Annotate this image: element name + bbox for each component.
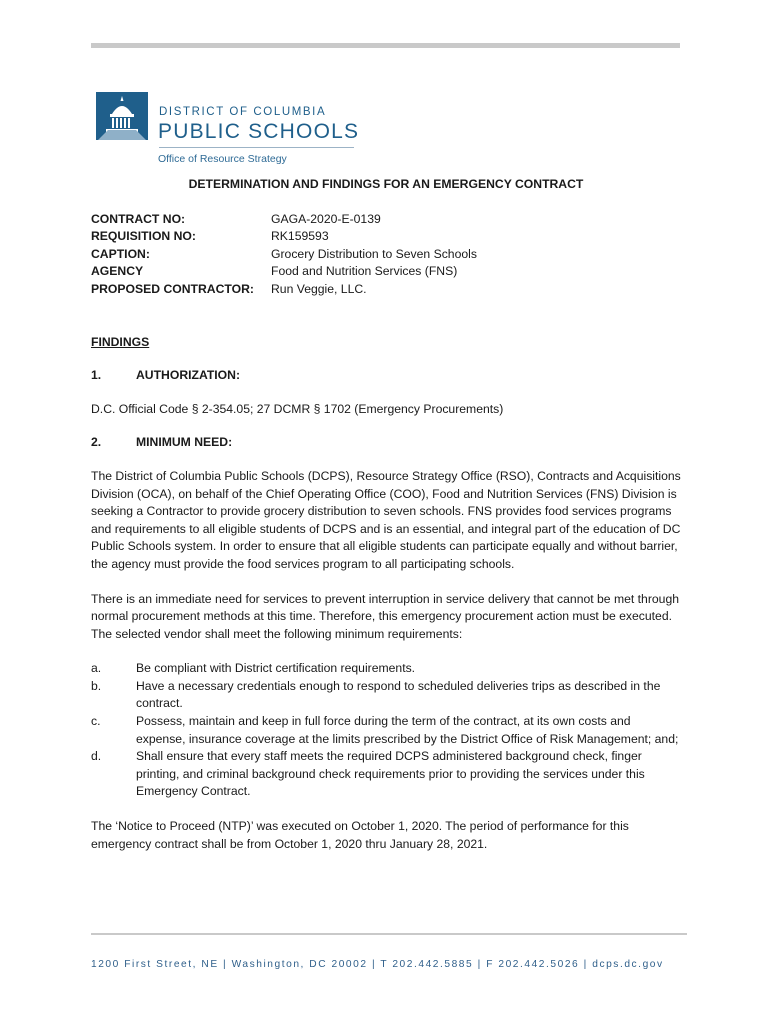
logo-divider xyxy=(159,147,354,148)
info-value: Food and Nutrition Services (FNS) xyxy=(271,264,458,279)
dcps-logo xyxy=(96,92,366,172)
list-text: Have a necessary credentials enough to respond to scheduled deliveries trips as described in the contract. xyxy=(136,678,661,711)
list-text: Possess, maintain and keep in full force during the term of the contract, at its own costs and expense, insurance coverage at the limits prescribed by the District Office of Risk Management; and; xyxy=(136,714,679,746)
document-body xyxy=(91,176,681,853)
logo-line-district: DISTRICT OF COLUMBIA xyxy=(159,106,327,118)
footer-contact: 1200 First Street, NE | Washington, DC 20002 | T 202.442.5885 | F 202.442.5026 | dcps.dc.gov xyxy=(91,959,664,970)
contract-info xyxy=(91,211,681,299)
section-title: AUTHORIZATION: xyxy=(136,368,241,383)
list-item xyxy=(91,678,681,713)
document-title: DETERMINATION AND FINDINGS FOR AN EMERGENCY CONTRACT xyxy=(188,177,584,191)
capitol-dome-icon xyxy=(96,92,148,140)
info-label: CAPTION: xyxy=(91,246,150,261)
footer-rule xyxy=(91,933,687,935)
list-letter: d. xyxy=(91,749,102,764)
need-paragraph: There is an immediate need for services to prevent interruption in service delivery that cannot be met through normal procurement methods at this time. Therefore, this emergency procurement action must be executed. The selected vendor shall meet the following minimum requirements: xyxy=(91,591,680,641)
section-number: 1. xyxy=(91,368,102,383)
need-paragraph: The District of Columbia Public Schools (DCPS), Resource Strategy Office (RSO), Contracts and Acquisitions Division (OCA), on behalf of the Chief Operating Office (COO), Food and Nutrition Services (FNS) Division is seeking a Contractor to provide grocery distribution to seven schools. FNS provides food services programs and requirements to all eligible students of DCPS and is an essential, and integral part of the education of DC Public Schools system. In order to ensure that all eligible students can participate equally and without barrier, the agency must provide the food services program to all participating schools. xyxy=(91,468,681,571)
list-text: Shall ensure that every staff meets the required DCPS administered background check, finger printing, and criminal background check requirements prior to providing the services under this Emergency Contract. xyxy=(136,749,645,799)
info-value: Run Veggie, LLC. xyxy=(271,281,367,296)
logo-line-office: Office of Resource Strategy xyxy=(158,153,287,165)
list-letter: b. xyxy=(91,678,102,693)
section-number: 2. xyxy=(91,435,102,450)
info-label: AGENCY xyxy=(91,264,144,279)
findings-heading: FINDINGS xyxy=(91,334,150,349)
info-label: CONTRACT NO: xyxy=(91,211,186,226)
info-value: Grocery Distribution to Seven Schools xyxy=(271,246,477,261)
info-value: RK159593 xyxy=(271,229,329,244)
section-heading xyxy=(91,367,681,385)
list-item xyxy=(91,748,681,801)
top-rule xyxy=(91,43,680,48)
authorization-text: D.C. Official Code § 2-354.05; 27 DCMR § 1702 (Emergency Procurements) xyxy=(91,401,504,416)
list-item xyxy=(91,713,681,748)
list-item xyxy=(91,660,681,678)
list-letter: c. xyxy=(91,714,101,729)
section-title: MINIMUM NEED: xyxy=(136,435,233,450)
info-label: REQUISITION NO: xyxy=(91,229,196,244)
ntp-paragraph: The ‘Notice to Proceed (NTP)’ was executed on October 1, 2020. The period of performance for this emergency contract shall be from October 1, 2020 thru January 28, 2021. xyxy=(91,819,629,851)
requirements-list xyxy=(91,660,681,801)
section-heading xyxy=(91,434,681,452)
logo-line-public-schools: PUBLIC SCHOOLS xyxy=(158,120,360,143)
info-value: GAGA-2020-E-0139 xyxy=(271,211,381,226)
info-label: PROPOSED CONTRACTOR: xyxy=(91,281,254,296)
list-text: Be compliant with District certification requirements. xyxy=(136,661,416,676)
list-letter: a. xyxy=(91,661,102,676)
